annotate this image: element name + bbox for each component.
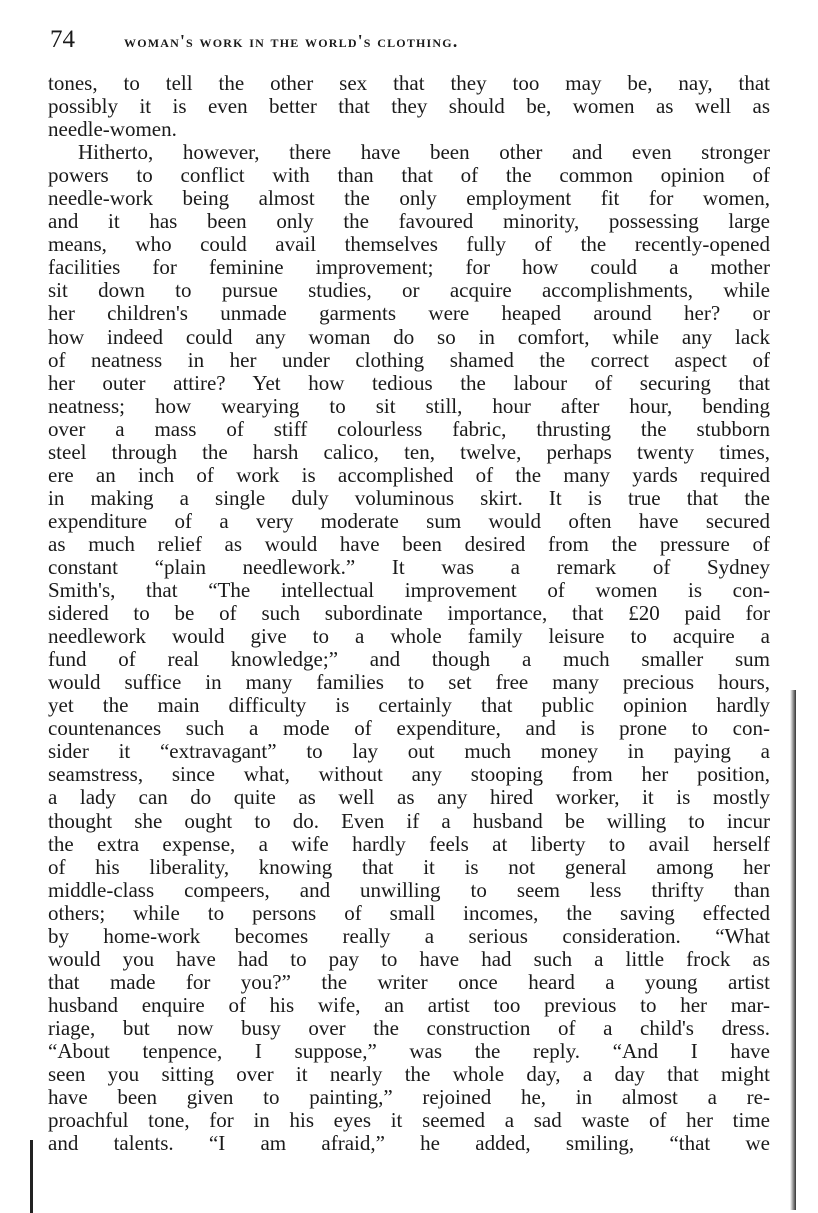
text-line: over a mass of stiff colourless fabric, thrusting the stubborn [48,416,770,441]
text-line: “About tenpence, I suppose,” was the reply. “And I have [48,1038,770,1063]
text-line: in making a single duly voluminous skirt. It is true that the [48,485,770,510]
page-edge-mark [30,1140,33,1213]
text-line: of neatness in her under clothing shamed the correct aspect of [48,347,770,372]
text-line: and it has been only the favoured minority, possessing large [48,209,770,234]
text-line: the extra expense, a wife hardly feels at liberty to avail herself [48,831,770,856]
text-line: riage, but now busy over the construction of a child's dress. [48,1015,770,1040]
text-line: that made for you?” the writer once heard a young artist [48,969,770,994]
text-line: Smith's, that “The intellectual improvement of women is con- [48,578,770,603]
text-line: needle-work being almost the only employment fit for women, [48,186,770,211]
text-line: as much relief as would have been desired from the pressure of [48,531,770,556]
text-line: would you have had to pay to have had such a little frock as [48,946,770,971]
text-line: seamstress, since what, without any stooping from her position, [48,762,770,787]
text-line: yet the main difficulty is certainly that public opinion hardly [48,693,770,718]
text-line: a lady can do quite as well as any hired worker, it is mostly [48,785,770,810]
page-header [48,26,770,60]
page-edge-shadow [790,690,796,1210]
text-line: possibly it is even better that they should be, women as well as [48,94,770,119]
text-line: others; while to persons of small incomes, the saving effected [48,900,770,925]
text-line: neatness; how wearying to sit still, hour after hour, bending [48,393,770,418]
text-line: her outer attire? Yet how tedious the labour of securing that [48,370,770,395]
text-line: thought she ought to do. Even if a husband be willing to incur [48,808,770,833]
text-line: sidered to be of such subordinate importance, that £20 paid for [48,601,770,626]
text-line: have been given to painting,” rejoined he, in almost a re- [48,1085,770,1110]
running-title: woman's work in the world's clothing. [124,31,459,51]
text-line: expenditure of a very moderate sum would often have secured [48,508,770,533]
text-line: needle-women. [48,117,177,142]
text-line: how indeed could any woman do so in comfort, while any lack [48,324,770,349]
text-line: would suffice in many families to set free many precious hours, [48,670,770,695]
text-line: and talents. “I am afraid,” he added, smiling, “that we [48,1131,770,1156]
text-line: sit down to pursue studies, or acquire accomplishments, while [48,278,770,303]
text-line: sider it “extravagant” to lay out much money in paying a [48,739,770,764]
text-line: fund of real knowledge;” and though a much smaller sum [48,647,770,672]
text-line: tones, to tell the other sex that they too may be, nay, that [48,71,770,95]
text-line: by home-work becomes really a serious consideration. “What [48,923,770,948]
book-page [48,26,770,1155]
text-line: her children's unmade garments were heaped around her? or [48,301,770,326]
text-line: countenances such a mode of expenditure, and is prone to con- [48,716,770,741]
text-line: husband enquire of his wife, an artist too previous to her mar- [48,992,770,1017]
text-line: seen you sitting over it nearly the whole day, a day that might [48,1062,770,1087]
text-line: middle-class compeers, and unwilling to seem less thrifty than [48,877,770,902]
text-line: needlework would give to a whole family leisure to acquire a [48,624,770,649]
text-line: means, who could avail themselves fully of the recently-opened [48,232,770,257]
text-line: steel through the harsh calico, ten, twelve, perhaps twenty times, [48,439,770,464]
text-line: Hitherto, however, there have been other and even stronger [78,140,770,165]
text-line: constant “plain needlework.” It was a remark of Sydney [48,554,770,579]
text-line: proachful tone, for in his eyes it seemed a sad waste of her time [48,1108,770,1133]
text-line: ere an inch of work is accomplished of the many yards required [48,462,770,487]
text-line: facilities for feminine improvement; for how could a mother [48,255,770,280]
text-line: powers to conflict with than that of the common opinion of [48,163,770,188]
body-text [48,72,770,1155]
page-number: 74 [50,26,75,53]
text-line: of his liberality, knowing that it is not general among her [48,854,770,879]
